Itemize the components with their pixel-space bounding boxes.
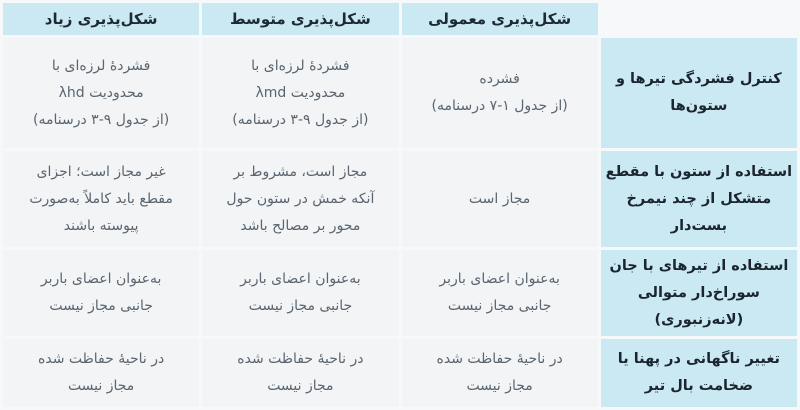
cell-high: فشردهٔ لرزه‌ای با محدودیت λhd (از جدول ۹-۳ درسنامه) — [3, 38, 199, 148]
header-high: شکل‌پذیری زیاد — [3, 3, 199, 35]
cell-normal: به‌عنوان اعضای باربر جانبی مجاز نیست — [402, 250, 598, 336]
cell-medium: در ناحیهٔ حفاظت شده مجاز نیست — [202, 339, 398, 407]
row-label-castellated-beam: استفاده از تیرهای با جان سوراخ‌دار متوالی (لانه‌زنبوری) — [601, 250, 797, 336]
cell-normal: در ناحیهٔ حفاظت شده مجاز نیست — [402, 339, 598, 407]
cell-high: غیر مجاز است؛ اجزای مقطع باید کاملاً به‌صورت پیوسته باشند — [3, 151, 199, 247]
row-label-flange-change: تغییر ناگهانی در پهنا یا ضخامت بال تیر — [601, 339, 797, 407]
cell-normal: مجاز است — [402, 151, 598, 247]
table-row — [3, 339, 797, 407]
table-row — [3, 250, 797, 336]
cell-medium: فشردهٔ لرزه‌ای با محدودیت λmd (از جدول ۹-۳ درسنامه) — [202, 38, 398, 148]
cell-high: در ناحیهٔ حفاظت شده مجاز نیست — [3, 339, 199, 407]
header-normal: شکل‌پذیری معمولی — [402, 3, 598, 35]
cell-normal: فشرده (از جدول ۱-۷ درسنامه) — [402, 38, 598, 148]
cell-medium: به‌عنوان اعضای باربر جانبی مجاز نیست — [202, 250, 398, 336]
cell-medium: مجاز است، مشروط بر آنکه خمش در ستون حول محور بر مصالح باشد — [202, 151, 398, 247]
row-label-compactness: کنترل فشردگی تیرها و ستون‌ها — [601, 38, 797, 148]
table-row — [3, 38, 797, 148]
table-row — [3, 151, 797, 247]
cell-high: به‌عنوان اعضای باربر جانبی مجاز نیست — [3, 250, 199, 336]
header-medium: شکل‌پذیری متوسط — [202, 3, 398, 35]
row-label-built-up-column: استفاده از ستون با مقطع متشکل از چند نیمرخ بست‌دار — [601, 151, 797, 247]
header-row — [3, 3, 797, 35]
corner-cell — [601, 3, 797, 35]
